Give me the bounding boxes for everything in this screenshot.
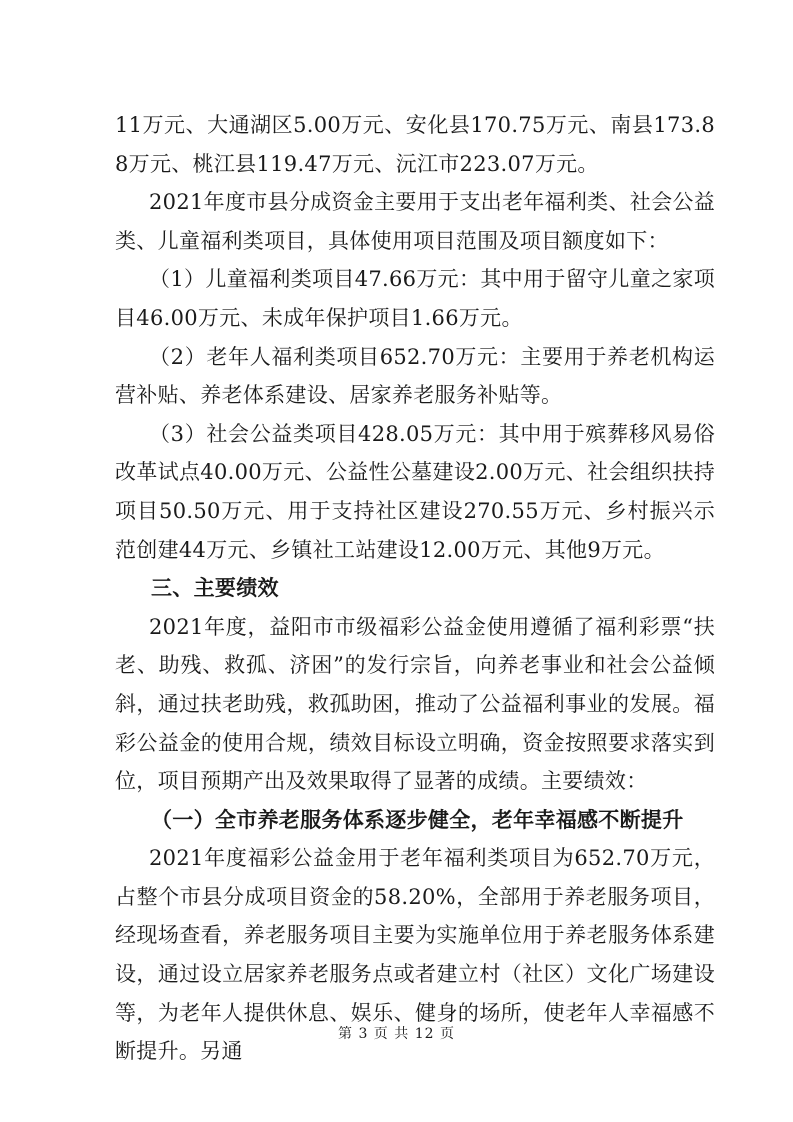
paragraph-elderly-welfare: （2）老年人福利类项目652.70万元：主要用于养老机构运营补贴、养老体系建设、居家养老服务补贴等。	[115, 344, 715, 408]
section-heading-main-performance: 三、主要绩效	[151, 576, 279, 601]
subheading-elderly-service-system: （一）全市养老服务体系逐步健全，老年幸福感不断提升	[151, 806, 684, 832]
paragraph-elderly-service-detail: 2021年度福彩公益金用于老年福利类项目为652.70万元，占整个市县分成项目资金的58.20%，全部用于养老服务项目，经现场查看，养老服务项目主要为实施单位用于养老服务体系建设，通过设立居家养老服务点或者建立村（社区）文化广场建设等，为老年人提供休息、娱乐、健身的场所，使老年人幸福感不断提升。另通	[115, 846, 715, 1064]
paragraph-fund-usage-intro: 2021年度市县分成资金主要用于支出老年福利类、社会公益类、儿童福利类项目，具体使用项目范围及项目额度如下：	[115, 190, 715, 253]
page-footer	[0, 1023, 793, 1043]
page-number: 第 3 页 共 12 页	[338, 1026, 455, 1042]
paragraph-child-welfare: （1）儿童福利类项目47.66万元：其中用于留守儿童之家项目46.00万元、未成年保护项目1.66万元。	[115, 267, 715, 330]
paragraph-county-amounts: 11万元、大通湖区5.00万元、安化县170.75万元、南县173.88万元、桃江县119.47万元、沅江市223.07万元。	[115, 113, 715, 176]
paragraph-performance-summary: 2021年度，益阳市市级福彩公益金使用遵循了福利彩票“扶老、助残、救孤、济困”的发行宗旨，向养老事业和社会公益倾斜，通过扶老助残，救孤助困，推动了公益福利事业的发展。福彩公益金的使用合规，绩效目标设立明确，资金按照要求落实到位，项目预期产出及效果取得了显著的成绩。主要绩效：	[115, 614, 715, 794]
paragraph-public-welfare: （3）社会公益类项目428.05万元：其中用于殡葬移风易俗改革试点40.00万元、公益性公墓建设2.00万元、社会组织扶持项目50.50万元、用于支持社区建设270.55万元、乡村振兴示范创建44万元、乡镇社工站建设12.00万元、其他9万元。	[115, 421, 715, 562]
document-body	[115, 106, 715, 1071]
